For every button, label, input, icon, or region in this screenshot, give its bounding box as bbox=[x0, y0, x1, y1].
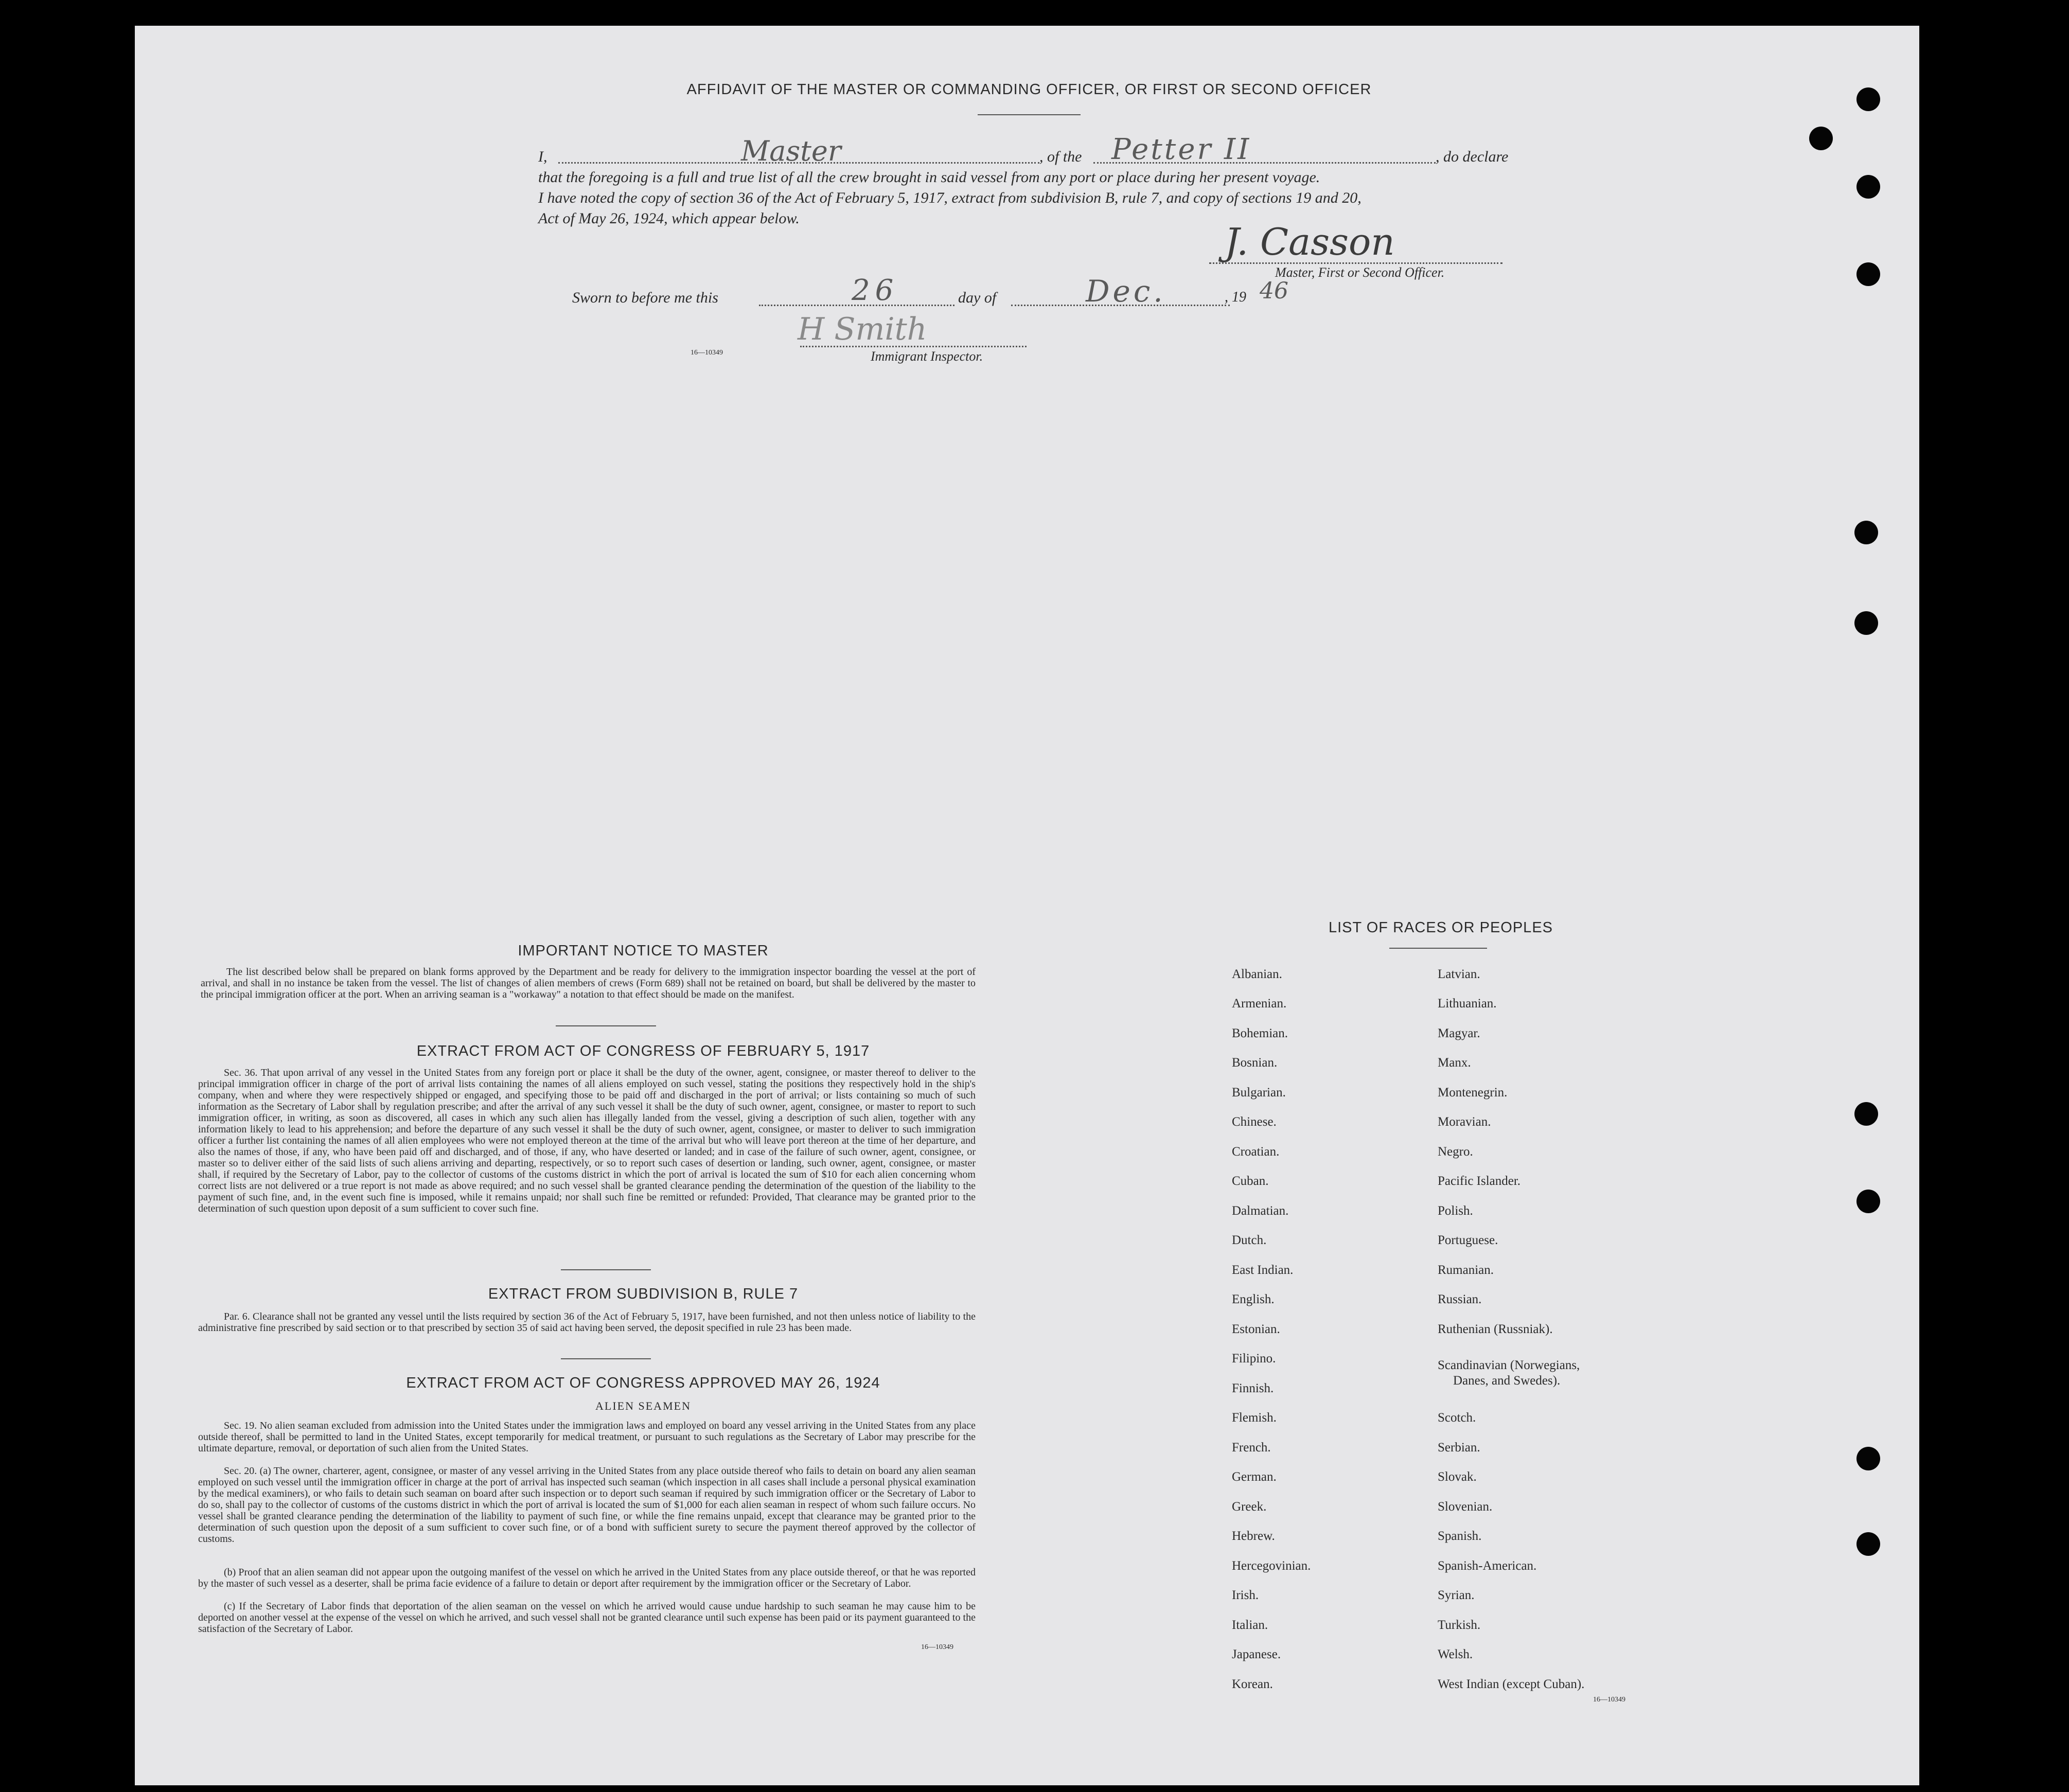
race-item: Irish. bbox=[1232, 1588, 1259, 1602]
race-item: Japanese. bbox=[1232, 1647, 1281, 1661]
inspector-line bbox=[800, 346, 1027, 347]
sec20a-text: Sec. 20. (a) The owner, charterer, agent, consignee, or master of any vessel arriving in the United States from any place outside thereof who fails to detain on board any alien seaman employed on such vessel until the immigration officer in charge at the port of arrival has inspected such seaman (which inspection in all cases shall include a personal physical examination by the medical examiners), or who fails to detain such seaman on board after such inspection or to deport such seaman if required by such immigration officer or the Secretary of Labor to do so, shall pay to the collector of customs of the customs district in which the port of arrival is located the sum of $1,000 for each alien seaman in respect of whom such failure occurs. No vessel shall be granted clearance pending the determination of the liability to payment of such fine, or while the fine remains unpaid, except that clearance may be granted prior to the determination of such question upon the deposit of a sum sufficient to cover such fine, or of a bond with sufficient surety to secure the payment thereof approved by the collector of customs. bbox=[198, 1465, 976, 1545]
race-item: Serbian. bbox=[1438, 1441, 1480, 1454]
race-item: Scotch. bbox=[1438, 1411, 1476, 1425]
affidavit-title: AFFIDAVIT OF THE MASTER OR COMMANDING OFFICER, OR FIRST OR SECOND OFFICER bbox=[686, 81, 1372, 98]
inspector-form-number: 16—10349 bbox=[691, 349, 723, 357]
do-declare-label: , do declare bbox=[1436, 148, 1509, 165]
race-item: French. bbox=[1232, 1441, 1271, 1454]
rule7-title: EXTRACT FROM SUBDIVISION B, RULE 7 bbox=[488, 1286, 799, 1302]
binder-hole bbox=[1856, 87, 1880, 111]
extract-1924-title: EXTRACT FROM ACT OF CONGRESS APPROVED MAY 26, 1924 bbox=[406, 1375, 880, 1391]
extract-1917-text: Sec. 36. That upon arrival of any vessel in the United States from any foreign port or place it shall be the duty of the owner, agent, consignee, or master thereof to deliver to the principal immigration officer in charge of the port of arrival lists containing the names of all aliens employed on such vessel, stating the positions they respectively hold in the ship's company, when and where they were respectively shipped or engaged, and specifying those to be paid off and discharged in the port of arrival; or lists containing so much of such information as the Secretary of Labor shall by regulation prescribe; and after the arrival of any such vessel it shall be the duty of such owner, agent, consignee, or master to report to such immigration officer, in writing, as soon as discovered, all cases in which any such alien has illegally landed from the vessel, giving a description of such alien, together with any information likely to lead to his apprehension; and before the departure of any such vessel it shall be the duty of such owner, agent, consignee, or master to deliver to such immigration officer a further list containing the names of all alien employees who were not employed thereon at the time of the arrival but who will leave port thereon at the time of her departure, and also the names of those, if any, who have been paid off and discharged, and of those, if any, who have deserted or landed; and in case of the failure of such owner, agent, consignee, or master so to deliver either of the said lists of such aliens arriving and departing, respectively, or so to report such cases of desertion or landing, such owner, agent, consignee, or master shall, if required by the Secretary of Labor, pay to the collector of customs of the customs district in which the port of arrival is located the sum of $10 for each alien concerning whom correct lists are not delivered or a true report is not made as above required; and no such vessel shall be granted clearance pending the determination of the question of the liability to the payment of such fine, and, in the event such fine is imposed, while it remains unpaid; nor shall such fine be remitted or refunded: Provided, That clearance may be granted prior to the determination of such question upon deposit of a sum sufficient to cover such fine. bbox=[198, 1067, 976, 1214]
race-item: Finnish. bbox=[1232, 1381, 1274, 1395]
sworn-month: Dec. bbox=[1086, 274, 1166, 309]
race-item: Polish. bbox=[1438, 1204, 1473, 1218]
races-form-number: 16—10349 bbox=[1593, 1696, 1625, 1704]
binder-hole bbox=[1856, 1447, 1880, 1470]
race-item: Slovak. bbox=[1438, 1470, 1477, 1484]
race-item: Lithuanian. bbox=[1438, 997, 1497, 1010]
race-item: Korean. bbox=[1232, 1677, 1273, 1691]
inspector-caption: Immigrant Inspector. bbox=[871, 349, 983, 364]
race-item: Spanish-American. bbox=[1438, 1559, 1537, 1573]
race-item: Croatian. bbox=[1232, 1145, 1280, 1159]
notice-text: The list described below shall be prepared on blank forms approved by the Department and be ready for delivery to the immigration inspector boarding the vessel at the port of arrival, and shall in no instance be taken from the vessel. The list of changes of alien members of crews (Form 689) shall not be retained on board, but shall be delivered by the master to the principal immigration officer at the port. When an arriving seaman is a "workaway" a notation to that effect should be made on the manifest. bbox=[201, 966, 976, 1000]
race-item: Chinese. bbox=[1232, 1115, 1277, 1129]
notice-rule bbox=[556, 1025, 656, 1026]
day-of-label: day of bbox=[958, 289, 997, 306]
title-rule bbox=[978, 114, 1081, 115]
race-item: Hercegovinian. bbox=[1232, 1559, 1311, 1573]
race-item: Pacific Islander. bbox=[1438, 1174, 1521, 1188]
binder-hole bbox=[1854, 1102, 1878, 1126]
vessel-name: Petter II bbox=[1111, 133, 1251, 166]
binder-hole bbox=[1856, 1532, 1880, 1556]
affidavit-line-2: that the foregoing is a full and true list of all the crew brought in said vessel from any port or place during her present voyage. bbox=[538, 169, 1320, 186]
binder-hole bbox=[1809, 127, 1833, 150]
race-item: German. bbox=[1232, 1470, 1277, 1484]
race-item: Italian. bbox=[1232, 1618, 1268, 1632]
race-item: Russian. bbox=[1438, 1292, 1482, 1306]
race-item: Flemish. bbox=[1232, 1411, 1277, 1425]
races-rule bbox=[1389, 948, 1487, 949]
race-item: Danes, and Swedes). bbox=[1453, 1374, 1561, 1388]
race-item: Negro. bbox=[1438, 1145, 1473, 1159]
affidavit-line-3: I have noted the copy of section 36 of the Act of February 5, 1917, extract from subdivision B, rule 7, and copy of sections 19 and 20, bbox=[538, 189, 1361, 206]
binder-hole bbox=[1856, 1190, 1880, 1213]
race-item: Manx. bbox=[1438, 1056, 1471, 1070]
race-item: Scandinavian (Norwegians, bbox=[1438, 1358, 1580, 1372]
race-item: Bulgarian. bbox=[1232, 1086, 1286, 1099]
race-item: Montenegrin. bbox=[1438, 1086, 1508, 1099]
race-item: Dalmatian. bbox=[1232, 1204, 1289, 1218]
race-item: Cuban. bbox=[1232, 1174, 1269, 1188]
sworn-label: Sworn to before me this bbox=[572, 289, 718, 306]
race-item: Hebrew. bbox=[1232, 1529, 1275, 1543]
signature-line bbox=[1209, 262, 1502, 264]
affidavit-line-4: Act of May 26, 1924, which appear below. bbox=[538, 210, 800, 227]
race-item: Albanian. bbox=[1232, 967, 1282, 981]
sec19-text: Sec. 19. No alien seaman excluded from admission into the United States under the immigration laws and employed on board any vessel arriving in the United States from any place outside thereof, shall be permitted to land in the United States, except temporarily for medical treatment, or pursuant to such regulations as the Secretary of Labor may prescribe for the ultimate departure, removal, or deportation of such alien from the United States. bbox=[198, 1420, 976, 1454]
race-item: Syrian. bbox=[1438, 1588, 1475, 1602]
master-caption: Master, First or Second Officer. bbox=[1275, 265, 1445, 280]
race-item: Magyar. bbox=[1438, 1026, 1480, 1040]
race-item: Moravian. bbox=[1438, 1115, 1491, 1129]
extract-form-number: 16—10349 bbox=[921, 1643, 953, 1651]
races-title: LIST OF RACES OR PEOPLES bbox=[1328, 919, 1553, 936]
rule7-text: Par. 6. Clearance shall not be granted any vessel until the lists required by section 36 of the Act of February 5, 1917, have been furnished, and not then unless notice of liability to the administrative fine prescribed by said section or to that prescribed by section 35 of said act having been served, the deposit specified in rule 23 has been made. bbox=[198, 1311, 976, 1334]
race-item: Slovenian. bbox=[1438, 1500, 1493, 1514]
binder-hole bbox=[1854, 611, 1878, 635]
master-signature: J. Casson bbox=[1225, 220, 1395, 263]
binder-hole bbox=[1856, 175, 1880, 199]
officer-name: Master bbox=[741, 135, 841, 167]
sec20b-text: (b) Proof that an alien seaman did not appear upon the outgoing manifest of the vessel on which he arrived in the United States from any place outside thereof, or that he was reported by the master of such vessel as a deserter, shall be prima facie evidence of a failure to detain or deport after requirement by the immigration officer or the Secretary of Labor. bbox=[198, 1567, 976, 1589]
race-item: Estonian. bbox=[1232, 1322, 1280, 1336]
race-item: Welsh. bbox=[1438, 1647, 1473, 1661]
race-item: Dutch. bbox=[1232, 1233, 1267, 1247]
race-item: Portuguese. bbox=[1438, 1233, 1498, 1247]
race-item: Rumanian. bbox=[1438, 1263, 1494, 1277]
sworn-day: 26 bbox=[852, 274, 899, 307]
notice-title: IMPORTANT NOTICE TO MASTER bbox=[518, 943, 769, 959]
binder-hole bbox=[1854, 521, 1878, 544]
race-item: Armenian. bbox=[1232, 997, 1287, 1010]
race-item: Spanish. bbox=[1438, 1529, 1482, 1543]
race-item: Ruthenian (Russniak). bbox=[1438, 1322, 1553, 1336]
year-prefix: , 19 bbox=[1225, 289, 1246, 305]
extract-1917-rule bbox=[561, 1269, 651, 1270]
race-item: West Indian (except Cuban). bbox=[1438, 1677, 1585, 1691]
race-item: Turkish. bbox=[1438, 1618, 1481, 1632]
race-item: Filipino. bbox=[1232, 1352, 1276, 1365]
race-item: Bohemian. bbox=[1232, 1026, 1288, 1040]
inspector-signature: H Smith bbox=[798, 311, 927, 347]
affidavit-i-label: I, bbox=[538, 148, 547, 165]
race-item: Greek. bbox=[1232, 1500, 1267, 1514]
race-item: Latvian. bbox=[1438, 967, 1480, 981]
race-item: East Indian. bbox=[1232, 1263, 1294, 1277]
of-the-label: , of the bbox=[1039, 148, 1082, 165]
rule7-rule bbox=[561, 1358, 651, 1359]
extract-1917-title: EXTRACT FROM ACT OF CONGRESS OF FEBRUARY 5, 1917 bbox=[416, 1043, 870, 1059]
sworn-year: 46 bbox=[1260, 278, 1288, 304]
race-item: Bosnian. bbox=[1232, 1056, 1278, 1070]
race-item: English. bbox=[1232, 1292, 1275, 1306]
sec20c-text: (c) If the Secretary of Labor finds that deportation of the alien seaman on the vessel on which he arrived would cause undue hardship to such seaman he may cause him to be deported on another vessel at the expense of the vessel on which he arrived, and such vessel shall not be granted clearance until such expense has been paid or its payment guaranteed to the satisfaction of the Secretary of Labor. bbox=[198, 1601, 976, 1635]
alien-seamen-subtitle: ALIEN SEAMEN bbox=[595, 1399, 691, 1412]
binder-hole bbox=[1856, 262, 1880, 286]
